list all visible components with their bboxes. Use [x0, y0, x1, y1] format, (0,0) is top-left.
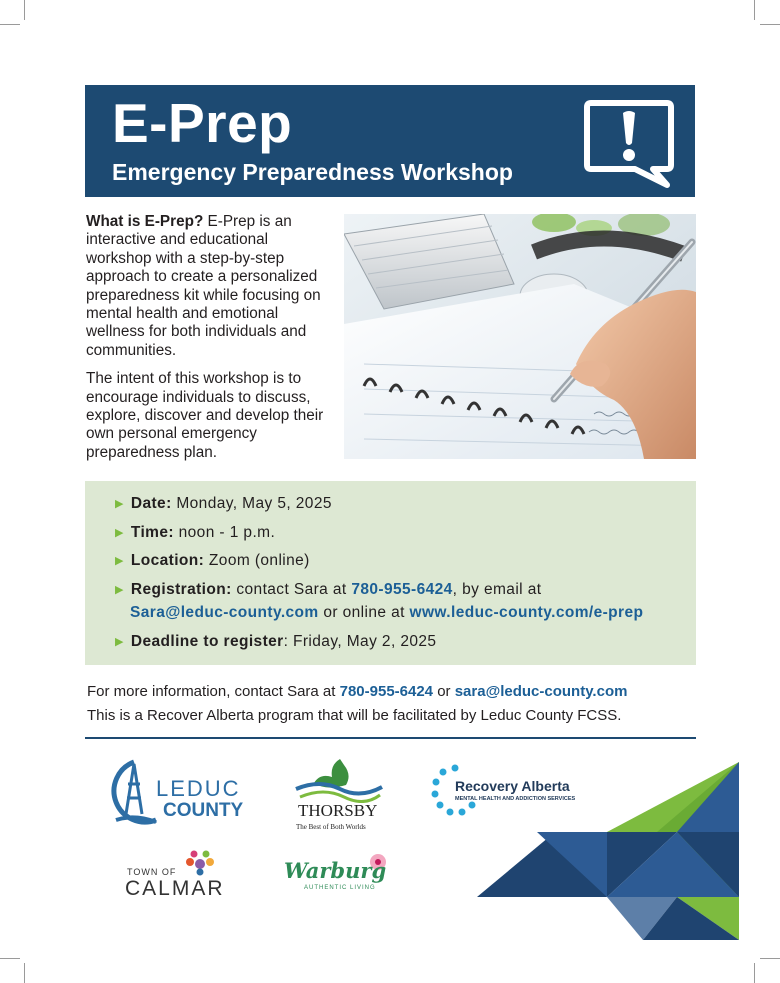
thorsby-tagline: The Best of Both Worlds	[296, 823, 366, 831]
contact-text: or	[433, 683, 455, 700]
date-value: Monday, May 5, 2025	[171, 495, 332, 512]
date-label: Date:	[130, 495, 172, 512]
header-banner	[85, 85, 695, 197]
leduc-logo-bottom: COUNTY	[163, 800, 244, 821]
bullet-triangle-icon: ▶	[115, 555, 124, 567]
registration-text: contact Sara at	[231, 581, 352, 598]
intro-lead: What is E-Prep?	[86, 213, 204, 230]
date-row	[115, 495, 332, 513]
intro-text	[86, 213, 336, 472]
crop-mark	[0, 24, 20, 25]
calmar-prefix: TOWN OF	[127, 867, 177, 877]
bullet-triangle-icon: ▶	[115, 527, 124, 539]
warburg-name: Warburg	[284, 858, 387, 883]
thorsby-name: THORSBY	[298, 801, 378, 820]
crop-mark	[760, 24, 780, 25]
recovery-alberta-name: Recovery Alberta	[455, 778, 570, 794]
intro-paragraph-1	[86, 213, 336, 360]
bullet-triangle-icon: ▶	[115, 498, 124, 510]
deadline-row	[115, 633, 436, 651]
contact-line-2: This is a Recover Alberta program that will be facilitated by Leduc County FCSS.	[87, 707, 622, 724]
alert-message-icon	[583, 99, 675, 189]
location-row	[115, 552, 310, 570]
registration-text: or online at	[318, 604, 410, 621]
location-label: Location:	[130, 552, 205, 569]
thorsby-logo	[290, 755, 385, 835]
crop-mark	[760, 958, 780, 959]
calmar-name: CALMAR	[125, 877, 225, 900]
oil-derrick-icon	[108, 758, 160, 830]
leduc-county-logo	[108, 758, 248, 830]
swan-icon	[290, 755, 385, 803]
bullet-triangle-icon: ▶	[115, 636, 124, 648]
divider	[85, 737, 696, 739]
contact-email-link[interactable]: sara@leduc-county.com	[454, 683, 628, 700]
page-title: E-Prep	[112, 92, 293, 154]
time-row	[115, 524, 275, 542]
crop-mark	[24, 963, 25, 983]
warburg-tagline: AUTHENTIC LIVING	[304, 885, 376, 891]
location-value: Zoom (online)	[204, 552, 310, 569]
intro-body: E-Prep is an interactive and educational workshop with a step-by-step approach to create a personalized preparedness kit while focusing on mental health and emotional wellness for both individuals and communities.	[86, 213, 321, 359]
page-subtitle: Emergency Preparedness Workshop	[112, 159, 513, 185]
registration-email-link[interactable]: Sara@leduc-county.com	[130, 604, 319, 621]
registration-phone-link[interactable]: 780-955-6424	[351, 581, 453, 598]
contact-text: For more information, contact Sara at	[87, 683, 340, 700]
contact-info	[87, 681, 627, 727]
registration-row-cont	[130, 604, 643, 622]
leduc-logo-top: LEDUC	[156, 776, 241, 801]
flower-icon	[180, 850, 220, 876]
crop-mark	[24, 0, 25, 20]
warburg-logo	[282, 852, 392, 902]
contact-line-1	[87, 681, 627, 703]
registration-label: Registration:	[130, 581, 232, 598]
contact-phone-link[interactable]: 780-955-6424	[339, 683, 434, 700]
crop-mark	[754, 0, 755, 20]
bullet-triangle-icon: ▶	[115, 584, 124, 596]
crop-mark	[0, 958, 20, 959]
crop-mark	[754, 963, 755, 983]
intro-paragraph-2: The intent of this workshop is to encourage individuals to discuss, explore, discover and develop their own personal emergency preparedness plan.	[86, 370, 324, 461]
registration-text: , by email at	[452, 581, 542, 598]
deadline-value: : Friday, May 2, 2025	[283, 633, 437, 650]
geometric-pattern-graphic	[477, 762, 743, 942]
time-label: Time:	[130, 524, 174, 541]
registration-url-link[interactable]: www.leduc-county.com/e-prep	[409, 604, 644, 621]
calmar-logo	[125, 850, 235, 900]
registration-row	[115, 581, 541, 599]
deadline-label: Deadline to register	[130, 633, 284, 650]
recovery-alberta-tagline: MENTAL HEALTH AND ADDICTION SERVICES	[455, 796, 576, 802]
notebook-writing-photo	[344, 214, 696, 459]
time-value: noon - 1 p.m.	[173, 524, 276, 541]
event-details-panel	[85, 481, 696, 665]
